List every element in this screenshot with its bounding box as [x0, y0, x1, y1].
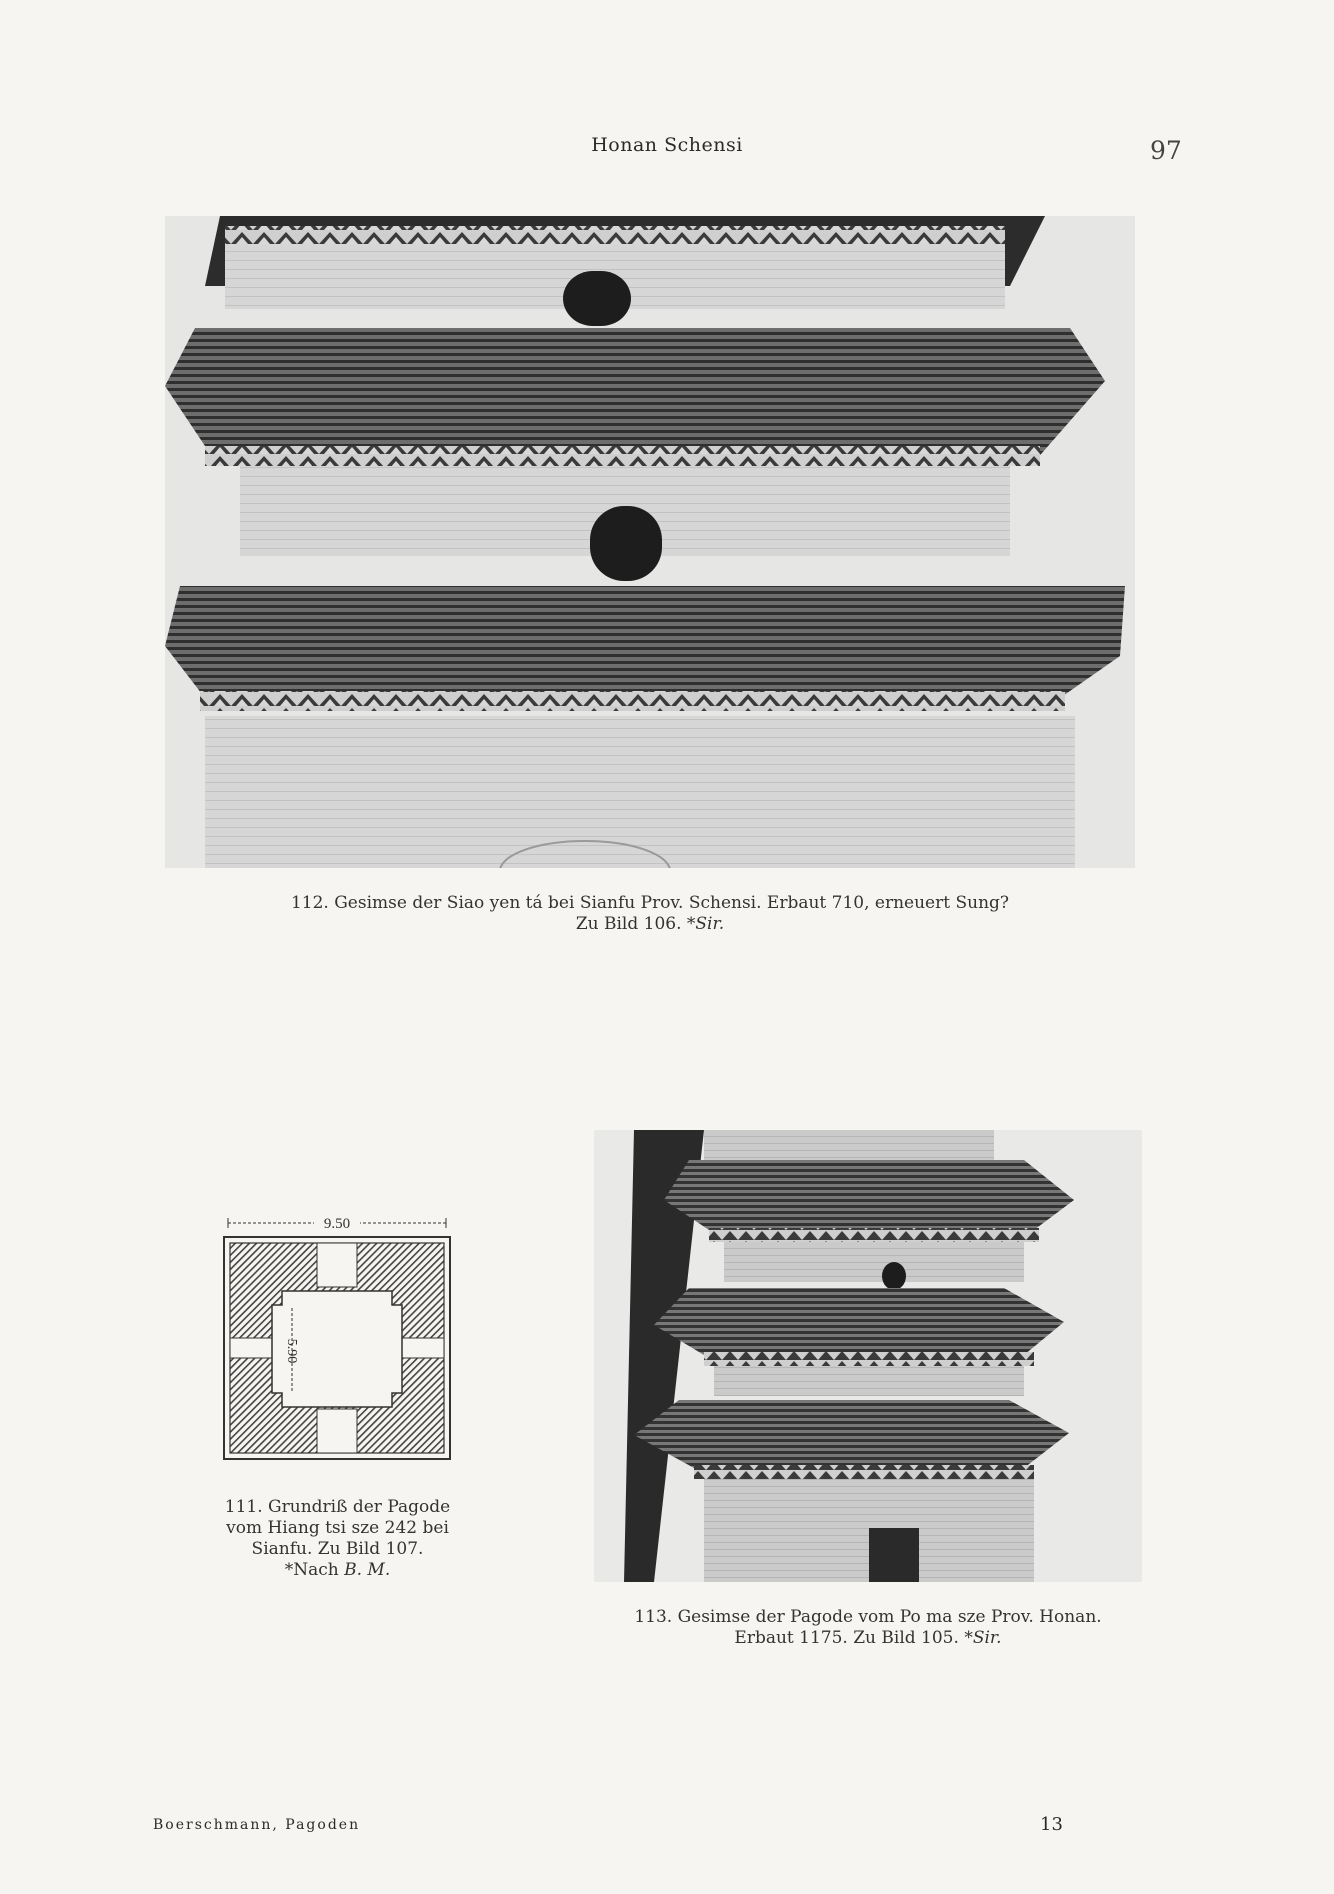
caption-112-line-1: 112. Gesimse der Siao yen tá bei Sianfu Prov. Schensi. Erbaut 710, erneuert Sung?	[290, 893, 1010, 913]
photo-figure-112	[165, 216, 1135, 868]
dimension-inner-label: 5.90	[284, 1338, 299, 1364]
caption-111-line-3: Sianfu. Zu Bild 107.	[251, 1539, 424, 1559]
dimension-width-label: 9.50	[323, 1216, 351, 1232]
caption-figure-113	[594, 1607, 1142, 1649]
caption-111-line-4	[205, 1560, 470, 1581]
page-number: 97	[1150, 136, 1182, 165]
caption-112-reference: Zu Bild 106.	[575, 914, 682, 934]
caption-112-credit: *Sir.	[686, 914, 725, 934]
caption-111-credit: B. M.	[344, 1560, 391, 1580]
caption-113-line-2	[594, 1628, 1142, 1649]
caption-figure-111	[205, 1497, 470, 1581]
footer-author-title: Boerschmann, Pagoden	[153, 1817, 361, 1833]
footer-signature-number: 13	[1040, 1814, 1063, 1835]
caption-111-prefix: *Nach	[284, 1560, 339, 1580]
caption-113-credit: *Sir.	[964, 1628, 1002, 1648]
caption-113-reference: Erbaut 1175. Zu Bild 105.	[734, 1628, 959, 1648]
caption-113-line-1: 113. Gesimse der Pagode vom Po ma sze Prov. Honan.	[634, 1607, 1102, 1627]
caption-figure-112	[165, 893, 1135, 935]
running-header: Honan Schensi	[591, 134, 743, 156]
caption-111-line-1: 111. Grundriß der Pagode	[224, 1497, 451, 1517]
caption-112-line-2	[165, 914, 1135, 935]
floor-plan-figure-111	[222, 1213, 452, 1463]
photo-figure-113	[594, 1130, 1142, 1582]
caption-111-line-2: vom Hiang tsi sze 242 bei	[226, 1518, 449, 1538]
